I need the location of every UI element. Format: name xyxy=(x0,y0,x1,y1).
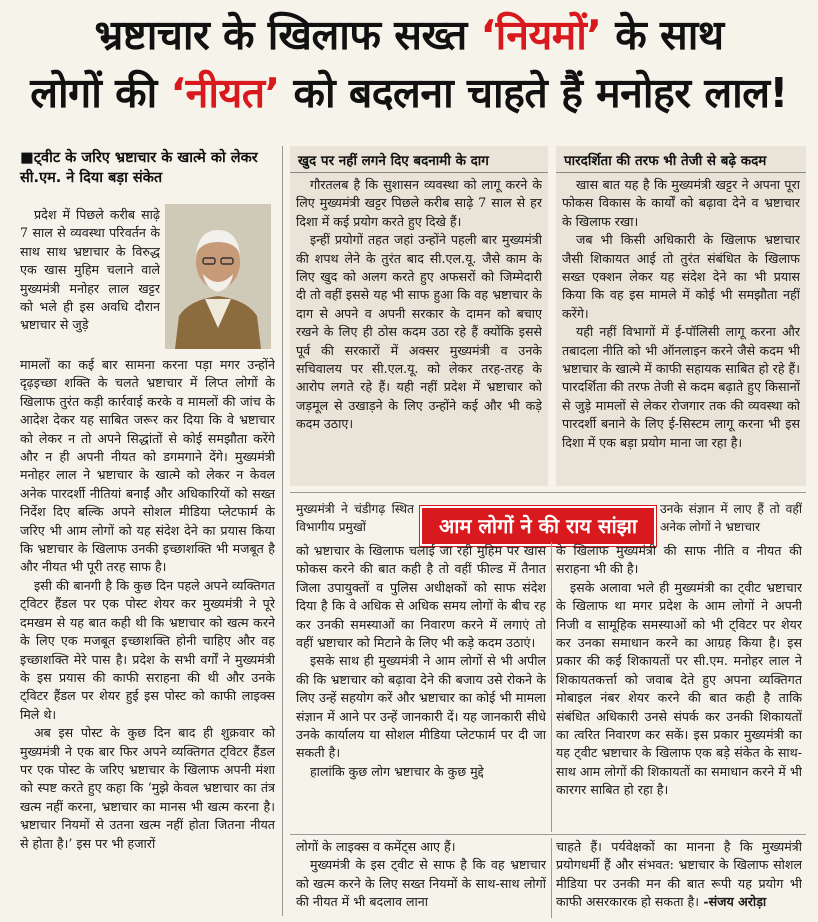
portrait-photo-icon xyxy=(165,204,271,349)
left-column-text: मामलों का कई बार सामना करना पड़ा मगर उन्होंने दृढ़इच्छा शक्ति के चलते भ्रष्टाचार में लिप्त लोगों के खिलाफ तुरंत कड़ी कार्रवाई करके व मामलों की जांच के आदेश देकर यह साबित जरूर कर दिया कि वे भ्रष्टाचार को लेकर न तो अपने सिद्धांतों से कोई समझौता करेंगे और न ही अपनी नीयत को डगमगाने देंगे। मुख्यमंत्री मनोहर लाल ने भ्रष्टाचार के खात्मे को लेकर न केवल अनेक पारदर्शी नीतियां बनाईं और अधिकारियों को सख्त निर्देश दिए बल्कि अपने सोशल मीडिया प्लेटफार्म के जरिए भी आम लोगों को यह संदेश देने का प्रयास किया कि भ्रष्टाचार के खिलाफ उनकी इच्छाशक्ति भी मजबूत है और नीयत भी पूरी तरह साफ है। इसी की बानगी है कि कुछ दिन पहले अपने व्यक्तिगत ट्विटर हैंडल पर एक पोस्ट शेयर कर मुख्यमंत्री ने पूरे दमखम से यह बात कही थी कि भ्रष्टाचार को खत्म करने के लिए एक मजबूत इच्छाशक्ति होनी चाहिए और वह इच्छाशक्ति मेरे पास है। प्रदेश के सभी वर्गों ने मुख्यमंत्री के इस प्रयास की काफी सराहना की थी और उनके ट्विटर हैंडल पर शेयर हुई इस पोस्ट को काफी लाइक्स मिले थे। अब इस पोस्ट के कुछ दिन बाद ही शुक्रवार को मुख्यमंत्री ने एक बार फिर अपने व्यक्तिगत ट्विटर हैंडल पर एक पोस्ट के जरिए भ्रष्टाचार के खिलाफ अपनी मंशा को स्पष्ट करते हुए कहा कि ‘मुझे केवल भ्रष्टाचार का तंत्र खत्म नहीं करना, भ्रष्टाचार का मानस भी खत्म करना है। भ्रष्टाचार नियमों से उतना खत्म नहीं होता जितना नीयत से होता है।’ इस पर भी हजारों xyxy=(20,357,275,851)
left-narrow-paragraph: प्रदेश में पिछले करीब साढ़े 7 साल से व्यवस्था परिवर्तन के साथ साथ भ्रष्टाचार के विरुद्ध एक खास मुहिम चलाने वाले मुख्यमंत्री मनोहर लाल खट्टर को भले ही इस अवधि दौरान भ्रष्टाचार से जुड़े xyxy=(20,207,160,333)
section-divider xyxy=(290,492,806,493)
byline: -संजय अरोड़ा xyxy=(699,894,767,910)
headline xyxy=(0,6,818,122)
quote-left-top: मुख्यमंत्री ने चंडीगढ़ स्थित विभागीय प्रमुखों xyxy=(296,502,414,534)
headline-line-2: लोगों की ‘नीयत’ को बदलना चाहते हैं मनोहर लाल! xyxy=(30,69,788,117)
bottom-column-divider xyxy=(551,838,552,918)
mid-box-text: गौरतलब है कि सुशासन व्यवस्था को लागू करने के लिए मुख्यमंत्री खट्टर पिछले करीब साढ़े 7 साल से हर दिशा में कई प्रयोग करते हुए दिखे हैं। इन्हीं प्रयोगों तहत जहां उन्होंने पहली बार मुख्यमंत्री की शपथ लेने के तुरंत बाद सी.एल.यू. जैसे काम के लिए खुद को अलग करते हुए अफसरों को जिम्मेदारी दी तो वहीं इससे यह भी साफ हुआ कि वह भ्रष्टाचार के दाग से अपने व अपनी सरकार के दामन को बचाए रखने के लिए ही ठोस कदम उठा रहे हैं क्योंकि इससे पूर्व की सरकारों में अक्सर मुख्यमंत्री व उनके सचिवालय पर सी.एल.यू. को लेकर तरह-तरह के आरोप लगते रहे हैं। यही नहीं प्रदेश में भ्रष्टाचार को जड़मूल से उखाड़ने के लिए उन्होंने कई और भी कड़े कदम उठाए। xyxy=(296,177,542,432)
portrait-photo xyxy=(165,204,271,349)
column-divider-left xyxy=(282,146,283,916)
headline-line-1: भ्रष्टाचार के खिलाफ सख्त ‘नियमों’ के साथ xyxy=(94,11,724,59)
quote-right-top: उनके संज्ञान में लाए हैं तो वहीं अनेक लोगों ने भ्रष्टाचार xyxy=(660,502,802,534)
right-box-heading: पारदर्शिता की तरफ भी तेजी से बढ़े कदम xyxy=(556,150,806,173)
bottom-mid-text: लोगों के लाइक्स व कमेंट्स आए हैं। मुख्यमंत्री के इस ट्वीट से साफ है कि वह भ्रष्टाचार को खत्म करने के लिए सख्त नियमों के साथ-साथ लोगों की नीयत में भी बदलाव लाना xyxy=(296,839,546,910)
quote-left-text: को भ्रष्टाचार के खिलाफ चलाई जा रही मुहिम पर खास फोकस करने की बात कही है तो वहीं फील्ड में तैनात जिला उपायुक्तों व पुलिस अधीक्षकों को साफ संदेश दिया है कि वे अधिक से अधिक समय लोगों के बीच रह कर उनकी समस्याओं का निवारण करने में लगाएं तो वहीं भ्रष्टाचार को मिटाने के लिए भी कड़े कदम उठाएं। इसके साथ ही मुख्यमंत्री ने आम लोगों से भी अपील की कि भ्रष्टाचार को बढ़ावा देने की बजाय उसे रोकने के लिए उन्हें सहयोग करें और भ्रष्टाचार का कोई भी मामला संज्ञान में आने पर उन्हें जानकारी दें। यह जानकारी सीधे उनके कार्यालय या सोशल मीडिया प्लेटफार्म पर दी जा सकती है। हालांकि कुछ लोग भ्रष्टाचार के कुछ मुद्दे xyxy=(296,543,546,779)
bottom-right-text: चाहते हैं। पर्यवेक्षकों का मानना है कि मुख्यमंत्री प्रयोगधर्मी हैं और संभवत: भ्रष्टाचार के खिलाफ सोशल मीडिया पर उनकी मन की बात रूपी यह प्रयोग भी काफी असरकारक हो सकता है। -संजय अरोड़ा xyxy=(556,839,802,910)
right-box-text: खास बात यह है कि मुख्यमंत्री खट्टर ने अपना पूरा फोकस विकास के कार्यों को बढ़ावा देने व भ्रष्टाचार के खिलाफ रखा। जब भी किसी अधिकारी के खिलाफ भ्रष्टाचार जैसी शिकायत आई तो तुरंत संबंधित के खिलाफ सख्त एक्शन लेकर यह संदेश देने का भी प्रयास किया कि वह इस मामले में कोई भी समझौता नहीं करेंगे। यही नहीं विभागों में ई-पॉलिसी लागू करना और तबादला नीति को भी ऑनलाइन करने जैसे कदम भी भ्रष्टाचार के खात्मे में काफी सहायक साबित हो रहे हैं। पारदर्शिता की तरफ तेजी से कदम बढ़ाते हुए किसानों से जुड़े मामलों से लेकर रोजगार तक की व्यवस्था को पारदर्शी बनाने के लिए ई-सिस्टम लागू करना भी इस दिशा में एक बड़ा प्रयोग माना जा रहा है। xyxy=(562,177,800,450)
bottom-divider xyxy=(290,834,806,835)
quote-right-text: के खिलाफ मुख्यमंत्री की साफ नीति व नीयत की सराहना भी की है। इसके अलावा भले ही मुख्यमंत्री का ट्वीट भ्रष्टाचार के खिलाफ था मगर प्रदेश के आम लोगों ने अपनी निजी व सामूहिक समस्याओं को भी ट्विटर पर शेयर कर उनका समाधान करने का आग्रह किया है। इस प्रकार की कई शिकायतों पर सी.एम. मनोहर लाल ने शिकायतकर्त्ता को जवाब देते हुए अपना व्यक्तिगत मोबाइल नंबर शेयर करने की बात कही है ताकि संबंधित अधिकारी उनसे संपर्क कर उनकी शिकायतों का त्वरित निवारण कर सकें। इस प्रकार मुख्यमंत्री का यह ट्वीट भ्रष्टाचार के खिलाफ एक बड़े संकेत के साथ-साथ आम लोगों की शिकायतों का समाधान करने में भी कारगर साबित हो रहा है। xyxy=(556,543,802,798)
quote-divider xyxy=(551,542,552,832)
quote-banner: आम लोगों ने की राय सांझा xyxy=(420,506,656,546)
mid-box-heading: खुद पर नहीं लगने दिए बदनामी के दाग xyxy=(290,150,548,173)
left-subhead: ■ट्वीट के जरिए भ्रष्टाचार के खात्मे को लेकर सी.एम. ने दिया बड़ा संकेत xyxy=(20,150,258,186)
